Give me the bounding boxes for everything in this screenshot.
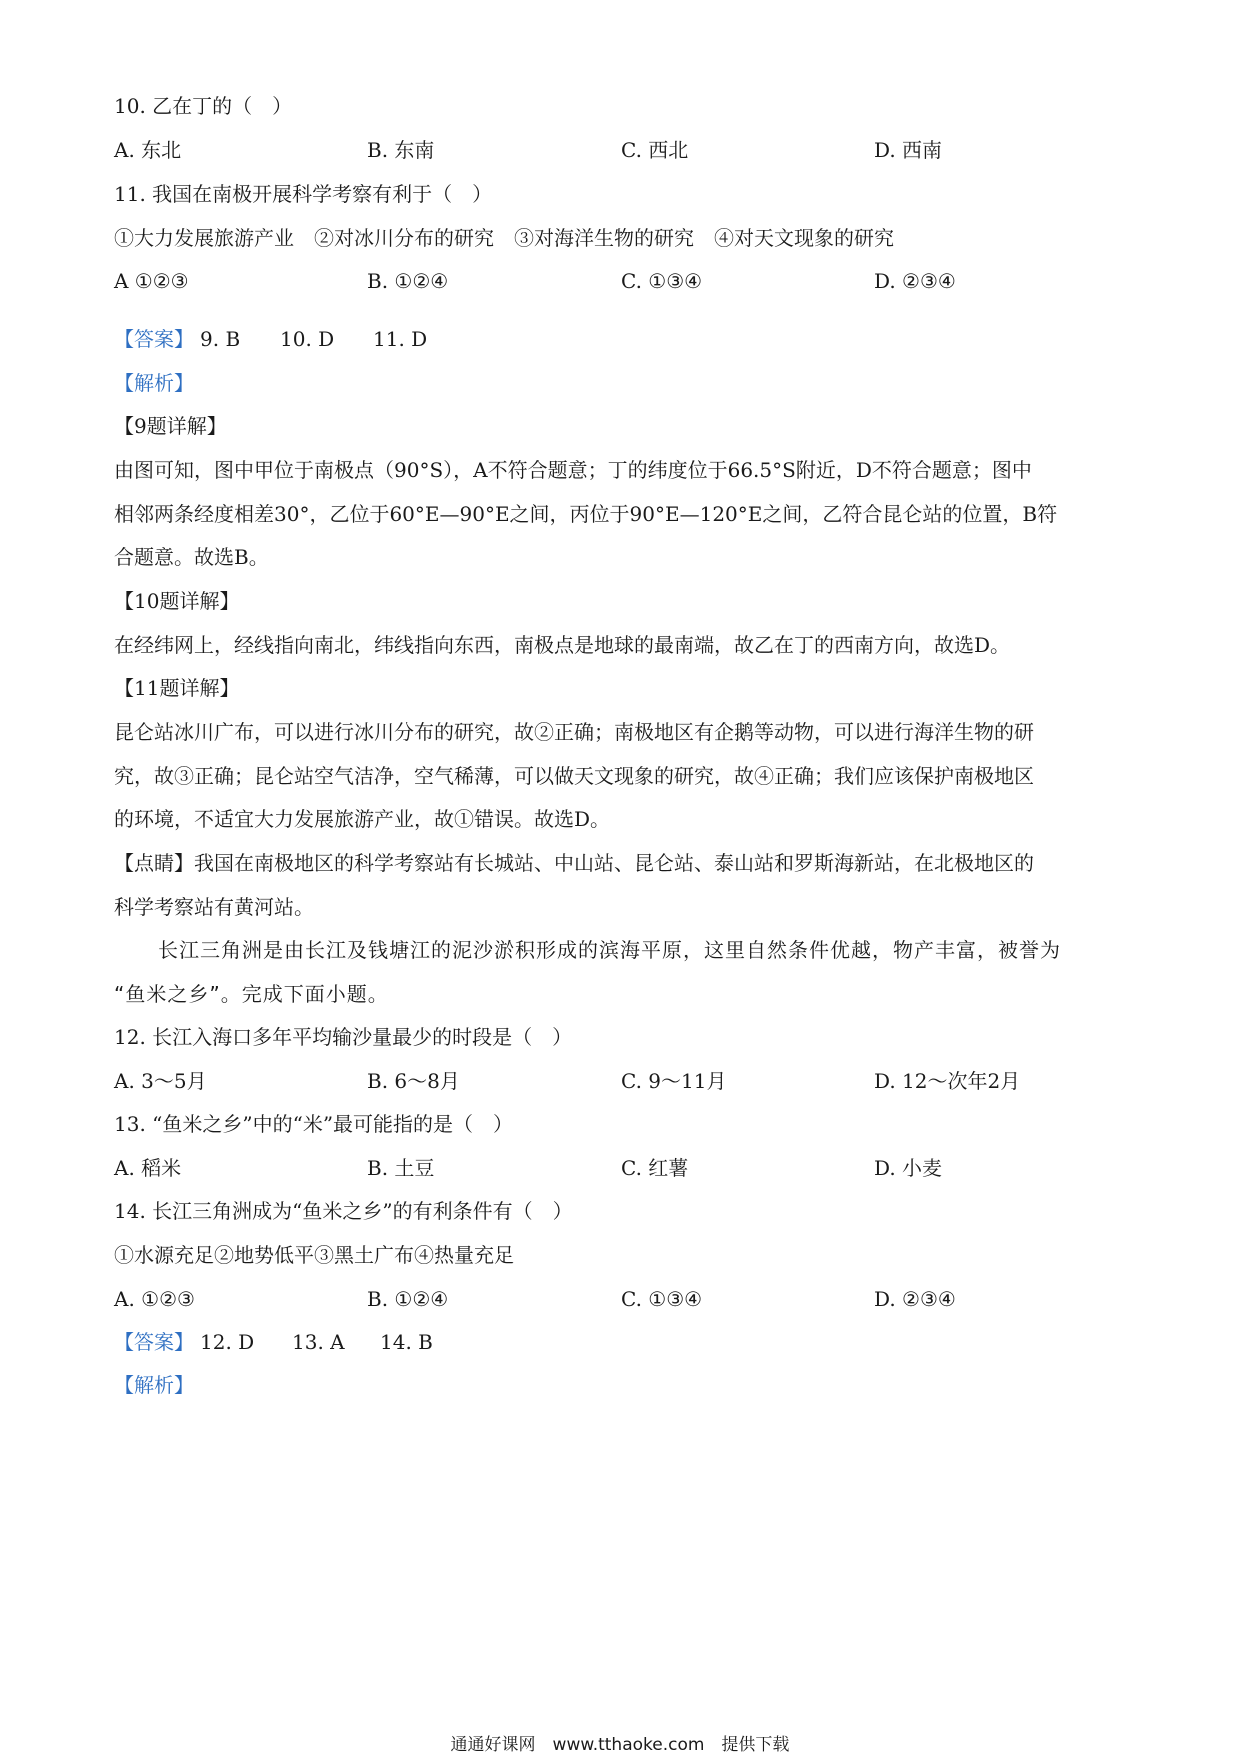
answer-12: 12. D bbox=[200, 1330, 255, 1354]
option-b: B. 东南 bbox=[367, 138, 435, 162]
option-c: C. ①③④ bbox=[621, 269, 703, 293]
option-c: C. 西北 bbox=[621, 138, 689, 162]
tip-tag: 【点睛】 bbox=[114, 851, 194, 875]
option-a: A ①②③ bbox=[114, 269, 189, 293]
passage-line-1: 长江三角洲是由长江及钱塘江的泥沙淤积形成的滨海平原，这里自然条件优越，物产丰富，被誉为 bbox=[158, 938, 1061, 962]
question-12-stem: 12. 长江入海口多年平均输沙量最少的时段是（ ） bbox=[114, 1025, 573, 1049]
option-d: D. ②③④ bbox=[874, 1287, 956, 1311]
analysis-11-line-2: 究，故③正确；昆仑站空气洁净，空气稀薄，可以做天文现象的研究，故④正确；我们应该保护南极地区 bbox=[114, 764, 1034, 788]
question-10-stem: 10. 乙在丁的（ ） bbox=[114, 94, 293, 118]
passage-line-2: “鱼米之乡”。完成下面小题。 bbox=[114, 982, 389, 1006]
answer-10: 10. D bbox=[280, 327, 335, 351]
answer-tag: 【答案】 bbox=[114, 1330, 194, 1354]
question-11-items: ①大力发展旅游产业 ②对冰川分布的研究 ③对海洋生物的研究 ④对天文现象的研究 bbox=[114, 226, 894, 250]
option-c: C. 红薯 bbox=[621, 1156, 689, 1180]
analysis-11-line-1: 昆仑站冰川广布，可以进行冰川分布的研究，故②正确；南极地区有企鹅等动物，可以进行海洋生物的研 bbox=[114, 720, 1034, 744]
analysis-10-line-1: 在经纬网上，经线指向南北，纬线指向东西，南极点是地球的最南端，故乙在丁的西南方向，故选D。 bbox=[114, 633, 1011, 657]
question-11-stem: 11. 我国在南极开展科学考察有利于（ ） bbox=[114, 182, 493, 206]
answer-11: 11. D bbox=[373, 327, 428, 351]
tip-line-2: 科学考察站有黄河站。 bbox=[114, 895, 314, 919]
page-footer: 通通好课网 www.tthaoke.com 提供下载 bbox=[450, 1735, 790, 1755]
answer-14: 14. B bbox=[380, 1330, 433, 1354]
analysis-9-line-3: 合题意。故选B。 bbox=[114, 545, 269, 569]
heading-11-detail: 【11题详解】 bbox=[114, 676, 240, 700]
option-a: A. ①②③ bbox=[114, 1287, 195, 1311]
option-d: D. ②③④ bbox=[874, 269, 956, 293]
option-a: A. 东北 bbox=[114, 138, 182, 162]
answer-9: 9. B bbox=[200, 327, 241, 351]
option-b: B. ①②④ bbox=[367, 1287, 449, 1311]
option-b: B. 6～8月 bbox=[367, 1069, 460, 1093]
analysis-11-line-3: 的环境，不适宜大力发展旅游产业，故①错误。故选D。 bbox=[114, 807, 611, 831]
option-d: D. 西南 bbox=[874, 138, 943, 162]
answer-13: 13. A bbox=[292, 1330, 345, 1354]
option-a: A. 3～5月 bbox=[114, 1069, 207, 1093]
analysis-9-line-1: 由图可知，图中甲位于南极点（90°S），A不符合题意；丁的纬度位于66.5°S附近，D不符合题意；图中 bbox=[114, 458, 1032, 482]
analysis-9-line-2: 相邻两条经度相差30°，乙位于60°E—90°E之间，丙位于90°E—120°E之间，乙符合昆仑站的位置，B符 bbox=[114, 502, 1058, 526]
option-d: D. 12～次年2月 bbox=[874, 1069, 1021, 1093]
question-14-items: ①水源充足②地势低平③黑土广布④热量充足 bbox=[114, 1243, 514, 1267]
option-a: A. 稻米 bbox=[114, 1156, 182, 1180]
option-b: B. ①②④ bbox=[367, 269, 449, 293]
heading-10-detail: 【10题详解】 bbox=[114, 589, 240, 613]
option-c: C. ①③④ bbox=[621, 1287, 703, 1311]
heading-9-detail: 【9题详解】 bbox=[114, 414, 227, 438]
question-13-stem: 13. “鱼米之乡”中的“米”最可能指的是（ ） bbox=[114, 1112, 514, 1136]
answer-tag: 【答案】 bbox=[114, 327, 194, 351]
question-14-stem: 14. 长江三角洲成为“鱼米之乡”的有利条件有（ ） bbox=[114, 1199, 573, 1223]
option-b: B. 土豆 bbox=[367, 1156, 435, 1180]
analysis-tag: 【解析】 bbox=[114, 371, 194, 395]
analysis-tag-2: 【解析】 bbox=[114, 1373, 194, 1397]
tip-text-1: 我国在南极地区的科学考察站有长城站、中山站、昆仑站、泰山站和罗斯海新站，在北极地区的 bbox=[194, 851, 1034, 875]
option-c: C. 9～11月 bbox=[621, 1069, 727, 1093]
tip-line-1 bbox=[114, 849, 1124, 877]
option-d: D. 小麦 bbox=[874, 1156, 943, 1180]
